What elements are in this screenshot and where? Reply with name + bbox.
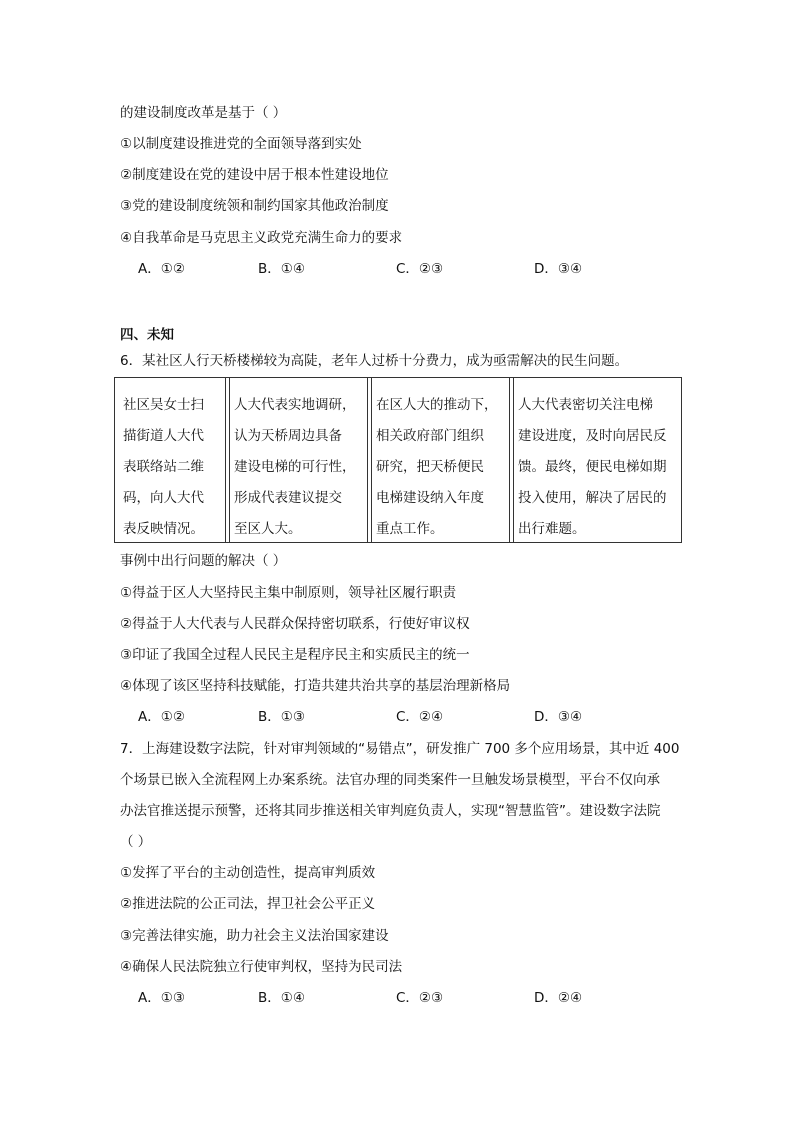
q6-case-step-4: 人大代表密切关注电梯 建设进度，及时向居民反 馈。最终，便民电梯如期 投入使用，解决了居民的 出行难题。: [510, 378, 681, 542]
q6-options: [138, 707, 658, 727]
q7-options: [138, 988, 658, 1008]
q6-case-table: [114, 377, 682, 543]
q6-option-a[interactable]: A．①②: [138, 709, 185, 725]
q6-option-c[interactable]: C．②④: [396, 709, 444, 725]
section-heading: 四、未知: [120, 327, 174, 343]
q7-stem-line-3: 办法官推送提示预警，还将其同步推送相关审判庭负责人，实现“智慧监管”。建设数字法院: [120, 803, 661, 819]
q5-options: [138, 259, 658, 279]
q7-option-d[interactable]: D．②④: [534, 990, 583, 1006]
q5-stem-end: 的建设制度改革是基于（ ）: [120, 105, 287, 121]
q7-stem-line-4: （ ）: [120, 834, 152, 850]
q6-stem: 6．某社区人行天桥楼梯较为高陡，老年人过桥十分费力，成为亟需解决的民生问题。: [120, 353, 629, 369]
q5-statement-3: ③党的建设制度统领和制约国家其他政治制度: [120, 198, 389, 214]
q6-statement-3: ③印证了我国全过程人民民主是程序民主和实质民主的统一: [120, 647, 470, 663]
q7-stem-line-2: 个场景已嵌入全流程网上办案系统。法官办理的同类案件一旦触发场景模型，平台不仅向承: [120, 772, 660, 788]
q6-statement-1: ①得益于区人大坚持民主集中制原则，领导社区履行职责: [120, 585, 457, 601]
q7-statement-2: ②推进法院的公正司法，捍卫社会公平正义: [120, 896, 376, 912]
q6-question: 事例中出行问题的解决（ ）: [120, 553, 287, 569]
q6-statement-2: ②得益于人大代表与人民群众保持密切联系，行使好审议权: [120, 616, 470, 632]
q7-option-b[interactable]: B．①④: [258, 990, 305, 1006]
q5-option-a[interactable]: A．①②: [138, 261, 185, 277]
q5-option-d[interactable]: D．③④: [534, 261, 583, 277]
q7-statement-4: ④确保人民法院独立行使审判权，坚持为民司法: [120, 959, 403, 975]
q7-option-c[interactable]: C．②③: [396, 990, 444, 1006]
q7-stem-line-1: 7．上海建设数字法院，针对审判领域的“易错点”，研发推广 700 多个应用场景，其中近 400: [120, 741, 680, 757]
q7-statement-1: ①发挥了平台的主动创造性，提高审判质效: [120, 865, 376, 881]
q6-statement-4: ④体现了该区坚持科技赋能，打造共建共治共享的基层治理新格局: [120, 678, 511, 694]
q5-option-b[interactable]: B．①④: [258, 261, 305, 277]
q5-statement-4: ④自我革命是马克思主义政党充满生命力的要求: [120, 230, 403, 246]
q7-statement-3: ③完善法律实施，助力社会主义法治国家建设: [120, 928, 389, 944]
q6-case-step-1: 社区吴女士扫 描街道人大代 表联络站二维 码，向人大代 表反映情况。: [115, 378, 226, 542]
q7-option-a[interactable]: A．①③: [138, 990, 185, 1006]
q6-option-b[interactable]: B．①③: [258, 709, 305, 725]
q5-statement-1: ①以制度建设推进党的全面领导落到实处: [120, 136, 362, 152]
q6-case-step-3: 在区人大的推动下， 相关政府部门组织 研究，把天桥便民 电梯建设纳入年度 重点工作。: [368, 378, 510, 542]
q6-case-step-2: 人大代表实地调研， 认为天桥周边具备 建设电梯的可行性， 形成代表建议提交 至区人大。: [226, 378, 368, 542]
q5-option-c[interactable]: C．②③: [396, 261, 444, 277]
q5-statement-2: ②制度建设在党的建设中居于根本性建设地位: [120, 167, 389, 183]
q6-option-d[interactable]: D．③④: [534, 709, 583, 725]
